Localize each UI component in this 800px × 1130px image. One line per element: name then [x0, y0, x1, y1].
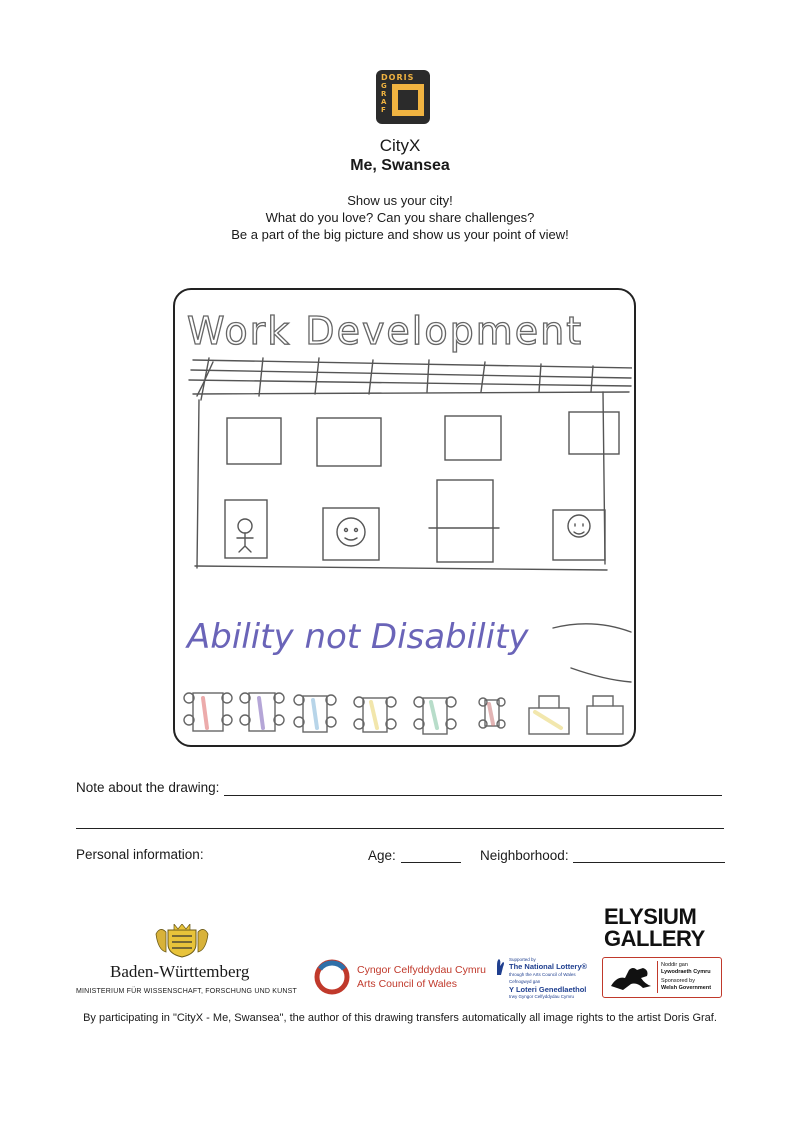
- prompt-line-1: Show us your city!: [347, 193, 453, 208]
- bw-coat-of-arms-icon: [152, 924, 212, 958]
- lottery-through: through the Arts Council of Wales: [509, 972, 576, 977]
- page-subtitle: Me, Swansea: [350, 157, 450, 174]
- lottery-crossed-fingers-icon: [491, 958, 507, 976]
- prompt-line-3: Be a part of the big picture and show us your point of view!: [231, 227, 569, 242]
- lottery-supported-by: Supported by: [509, 957, 536, 962]
- note-field-line-2[interactable]: [76, 828, 724, 829]
- rights-footer: By participating in "CityX - Me, Swansea", the author of this drawing transfers automatically all image rights to the artist Doris Graf.: [83, 1012, 717, 1024]
- bw-name: Baden-Württemberg: [110, 962, 250, 981]
- age-label: Age:: [368, 848, 396, 863]
- age-field-line[interactable]: [401, 862, 461, 863]
- logo-square-icon: [392, 84, 424, 116]
- wg-lywodraeth: Lywodraeth Cymru: [661, 969, 711, 975]
- page-title: CityX: [379, 136, 421, 155]
- personal-info-label: Personal information:: [76, 847, 204, 862]
- neighborhood-field-line[interactable]: [573, 862, 725, 863]
- wg-noddir: Noddir gan: [661, 962, 688, 968]
- lottery-welsh-name: Y Loteri Genedlaethol: [509, 985, 587, 994]
- logo-top-word: DORIS: [381, 73, 415, 82]
- lottery-cefnogwyd: Cefnogwyd gan: [509, 979, 541, 984]
- wg-sponsored: Sponsored by: [661, 978, 695, 984]
- drawing-heading: Work Development: [187, 309, 584, 353]
- neighborhood-label: Neighborhood:: [480, 848, 569, 863]
- note-label: Note about the drawing:: [76, 780, 220, 795]
- arts-council-logo-icon: [314, 959, 350, 995]
- elysium-logo-line-1: ELYSIUM: [604, 904, 697, 929]
- drawing-caption: Ability not Disability: [187, 617, 529, 657]
- elysium-logo-line-2: GALLERY: [604, 926, 705, 951]
- arts-council-english: Arts Council of Wales: [357, 978, 457, 990]
- child-drawing: [173, 288, 632, 743]
- logo-side-letters: GRAF: [381, 82, 387, 114]
- lottery-name: The National Lottery®: [509, 962, 588, 971]
- welsh-dragon-icon: [607, 962, 655, 992]
- prompt-line-2: What do you love? Can you share challenges?: [265, 210, 535, 225]
- arts-council-welsh: Cyngor Celfyddydau Cymru: [357, 964, 486, 976]
- lottery-welsh-sub: trwy Gyngor Celfyddydau Cymru: [509, 994, 575, 999]
- doris-graf-logo: [376, 70, 430, 124]
- welsh-government-logo: [602, 957, 722, 998]
- wg-government: Welsh Government: [661, 985, 712, 991]
- note-field-line-1[interactable]: [224, 795, 722, 796]
- bw-ministry: MINISTERIUM FÜR WISSENSCHAFT, FORSCHUNG UND KUNST: [76, 988, 297, 995]
